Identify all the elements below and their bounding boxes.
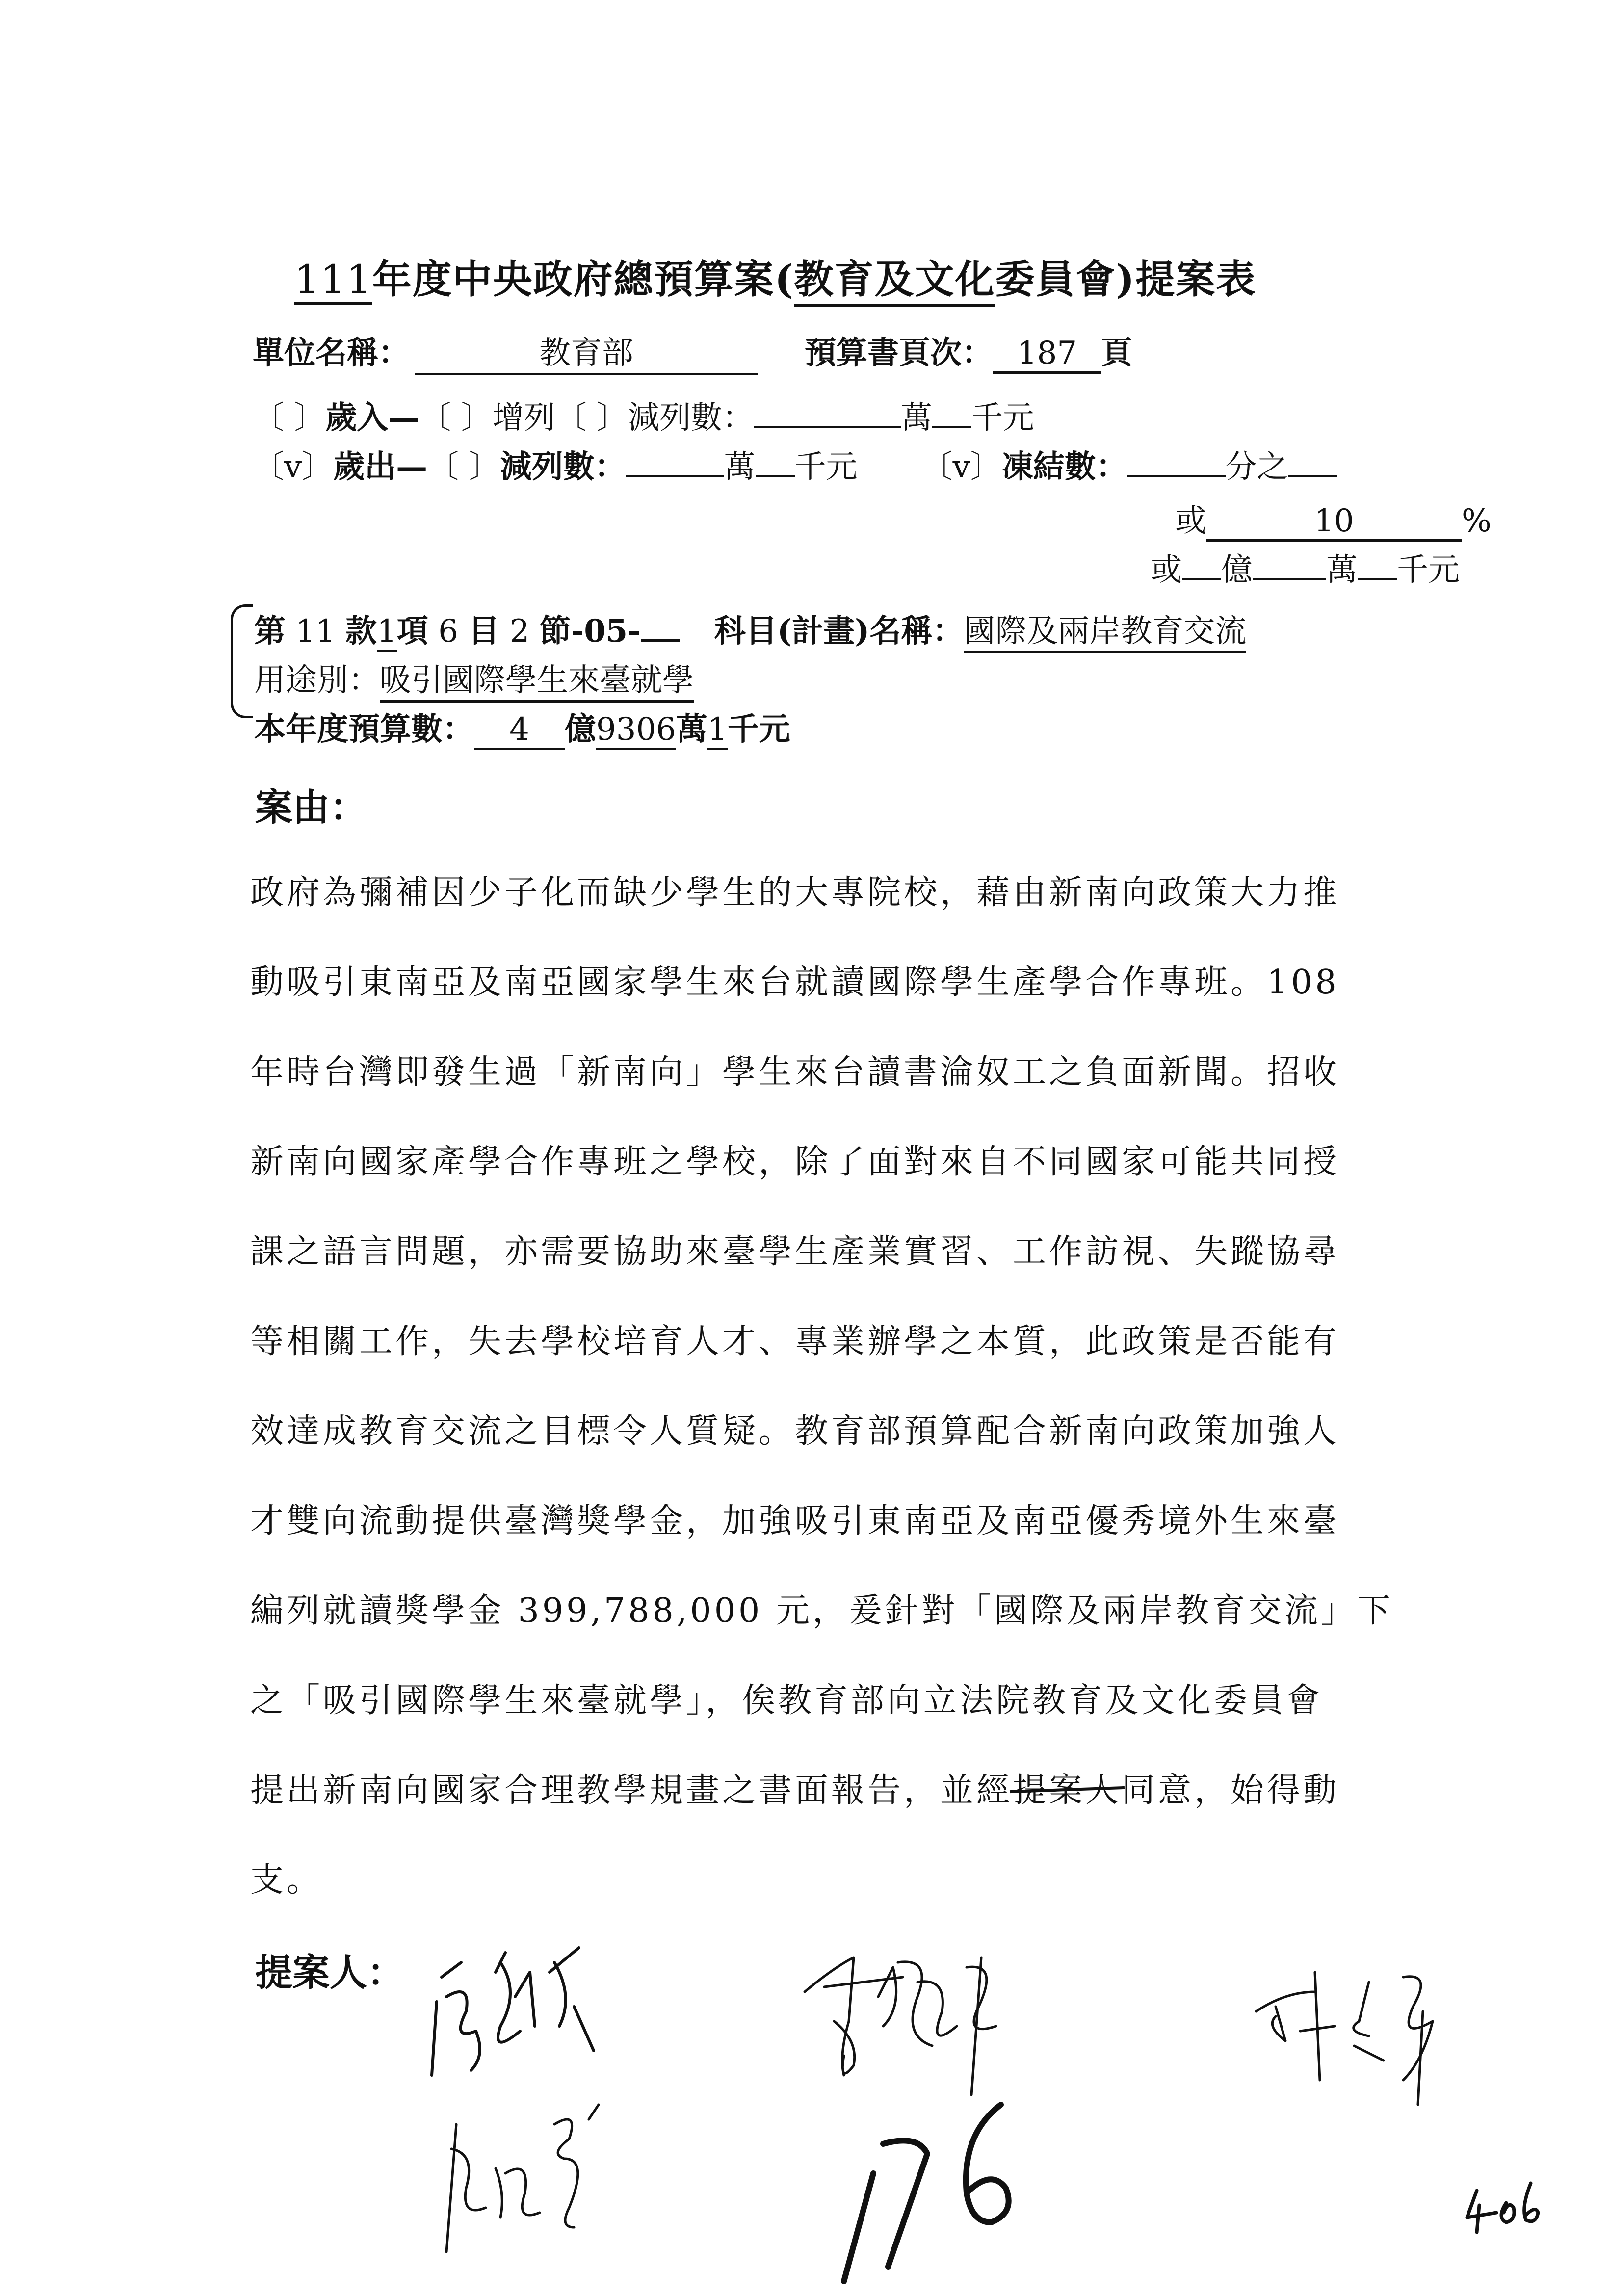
reason-line: 之「吸引國際學生來臺就學」，俟教育部向立法院教育及文化委員會 (250, 1681, 1323, 1720)
usage-value: 吸引國際學生來臺就學 (380, 655, 694, 703)
budget-yi-value: 4 (474, 711, 565, 750)
reason-line: 才雙向流動提供臺灣獎學金，加強吸引東南亞及南亞優秀境外生來臺 (250, 1502, 1340, 1540)
expense-row (253, 442, 1337, 487)
revenue-qian-unit: 千元 (971, 400, 1035, 436)
title-committee: 教育及文化 (794, 248, 995, 307)
expense-label: 歲出— (333, 448, 428, 485)
expense-wan-unit: 萬 (724, 449, 756, 485)
reason-line: 效達成教育交流之目標令人質疑。教育部預算配合新南向政策加強人 (250, 1412, 1340, 1451)
freeze-wan-unit: 萬 (1326, 552, 1358, 588)
page-ref-suffix: 頁 (1101, 335, 1132, 371)
revenue-decrease-label: 減列數： (628, 400, 754, 436)
revenue-label: 歲入— (325, 399, 420, 436)
item-jie: 2 (509, 613, 530, 650)
signature-4 (442, 2100, 638, 2257)
unit-value: 教育部 (415, 328, 758, 375)
item-xiang: 1 (377, 613, 397, 652)
expense-decrease-label: 減列數： (500, 448, 626, 485)
revenue-qian-blank[interactable] (932, 421, 971, 428)
usage-row (254, 655, 694, 703)
revenue-row (253, 392, 1034, 438)
budget-qian-value: 1 (707, 711, 728, 750)
signature-1 (432, 1943, 775, 2090)
page-ref-value: 187 (993, 335, 1101, 374)
item-jie-label: 節-05- (539, 613, 641, 650)
proposer-label: 提案人： (255, 1951, 404, 1994)
freeze-denominator-blank[interactable] (1127, 470, 1226, 477)
revenue-wan-blank[interactable] (754, 421, 901, 428)
budget-wan-label: 萬 (676, 711, 707, 748)
reason-line-11-after: 同意，始得動 (1122, 1771, 1340, 1810)
item-mu: 6 (438, 613, 458, 650)
freeze-wan-blank[interactable] (1253, 573, 1326, 580)
expense-qian-blank[interactable] (756, 470, 795, 477)
reason-line: 新南向國家產學合作專班之學校，除了面對來自不同國家可能共同授 (250, 1143, 1340, 1181)
freeze-fraction-unit: 分之 (1225, 449, 1288, 485)
title-text-before: 年度中央政府總預算案( (372, 256, 794, 302)
title-text-after: 委員會)提案表 (995, 256, 1257, 302)
reason-line-12: 支。 (250, 1861, 323, 1900)
reason-line: 課之語言問題，亦需要協助來臺學生產業實習、工作訪視、失蹤協尋 (250, 1232, 1340, 1271)
budget-amount-label: 本年度預算數： (254, 711, 474, 748)
revenue-wan-unit: 萬 (901, 400, 933, 436)
subject-label: 科目(計畫)名稱： (714, 613, 964, 650)
item-di: 第 (254, 613, 286, 650)
reason-heading: 案由： (255, 785, 367, 829)
freeze-amount-prefix: 或 (1151, 552, 1182, 588)
freeze-percent-row (1175, 496, 1492, 542)
page-number-406 (1465, 2178, 1538, 2237)
item-kuan-label: 款 (345, 613, 377, 650)
reason-line: 年時台灣即發生過「新南向」學生來台讀書淪奴工之負面新聞。招收 (250, 1053, 1340, 1092)
item-kuan: 11 (295, 613, 336, 650)
reason-line: 政府為彌補因少子化而缺少學生的大專院校，藉由新南向政策大力推 (250, 873, 1340, 912)
expense-qian-unit: 千元 (794, 449, 858, 485)
item-mu-label: 目 (468, 613, 500, 650)
unit-row (253, 328, 1132, 375)
signature-2 (805, 1948, 1138, 2105)
reason-line: 等相關工作，失去學校培育人才、專業辦學之本質，此政策是否能有 (250, 1322, 1340, 1361)
freeze-yi-blank[interactable] (1182, 573, 1221, 580)
bracket-line (231, 604, 253, 718)
title-year: 111 (294, 257, 372, 305)
revenue-checkbox[interactable]: 〔 〕 (253, 400, 326, 436)
freeze-yi-unit: 億 (1221, 552, 1253, 588)
revenue-increase-label: 增列 (492, 400, 555, 436)
freeze-qian-unit: 千元 (1397, 552, 1460, 588)
freeze-percent-value[interactable]: 10 (1206, 503, 1462, 542)
signature-3 (1256, 1962, 1501, 2110)
handwritten-number-176 (844, 2105, 1050, 2291)
expense-decrease-checkbox[interactable]: 〔 〕 (427, 449, 500, 485)
revenue-increase-checkbox[interactable]: 〔 〕 (419, 400, 493, 436)
budget-yi-label: 億 (565, 711, 596, 748)
budget-item-row (254, 606, 1246, 653)
freeze-amount-row (1151, 545, 1460, 590)
item-sub-blank[interactable] (641, 634, 680, 642)
revenue-decrease-checkbox[interactable]: 〔 〕 (555, 400, 629, 436)
freeze-percent-suffix: % (1462, 503, 1492, 539)
freeze-label: 凍結數： (1001, 448, 1127, 485)
form-title (294, 248, 1256, 307)
reason-line: 編列就讀獎學金 399,788,000 元，爰針對「國際及兩岸教育交流」下 (250, 1592, 1393, 1630)
unit-label: 單位名稱： (253, 335, 410, 371)
expense-wan-blank[interactable] (626, 470, 724, 477)
budget-wan-value: 9306 (596, 711, 676, 750)
freeze-percent-prefix: 或 (1175, 503, 1206, 539)
budget-amount-row (254, 704, 790, 750)
reason-line: 動吸引東南亞及南亞國家學生來台就讀國際學生產學合作專班。108 (250, 963, 1339, 1002)
expense-checkbox[interactable]: 〔v〕 (253, 449, 334, 485)
item-xiang-label: 項 (396, 613, 428, 650)
usage-label: 用途別： (254, 662, 380, 699)
reason-line-11-before: 提出新南向國家合理教學規畫之書面報告，並經 (250, 1771, 1013, 1810)
page-ref-label: 預算書頁次： (805, 335, 993, 371)
subject-value: 國際及兩岸教育交流 (964, 606, 1246, 653)
freeze-checkbox[interactable]: 〔v〕 (921, 449, 1002, 485)
freeze-numerator-blank[interactable] (1288, 470, 1337, 477)
reason-line-11 (250, 1764, 1339, 1811)
budget-qian-label: 千元 (727, 711, 790, 748)
freeze-qian-blank[interactable] (1358, 573, 1397, 580)
struck-text: 提案人 (1013, 1764, 1122, 1811)
